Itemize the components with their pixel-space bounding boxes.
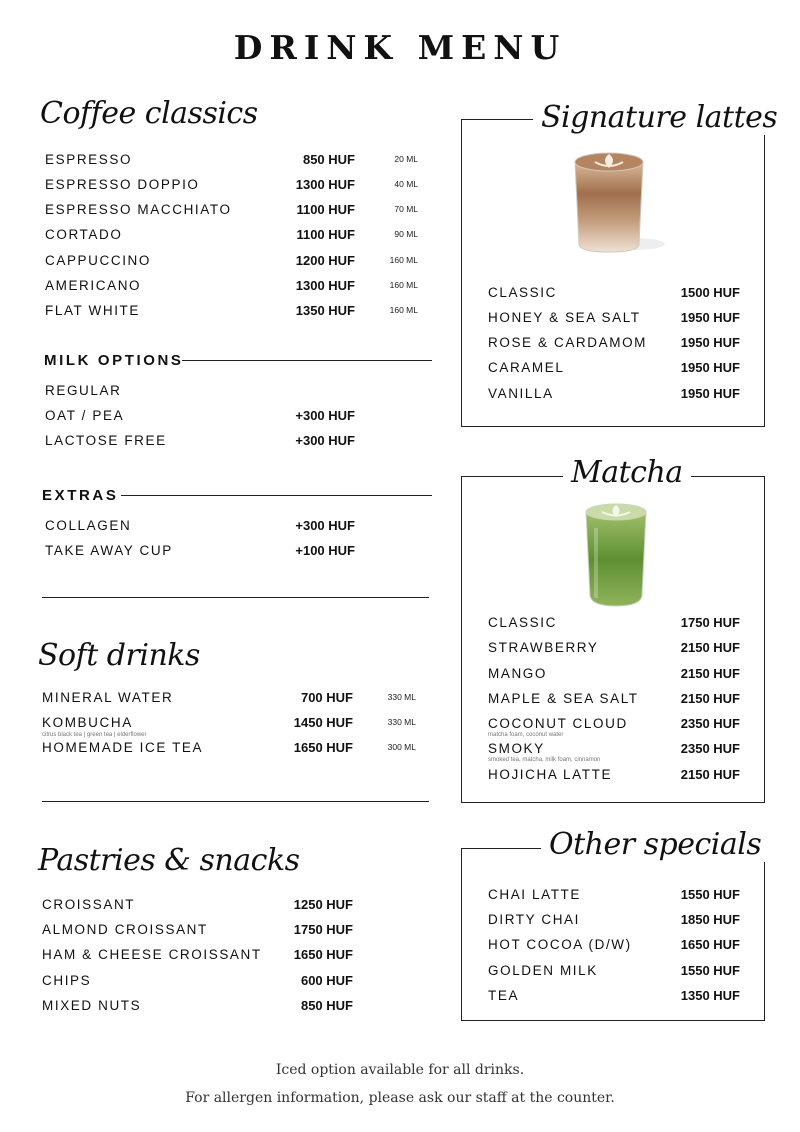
coffee-classics-heading: Coffee classics: [40, 96, 258, 131]
menu-item-price: 1950 HUF: [680, 360, 740, 375]
menu-item-name: REGULAR: [45, 383, 122, 398]
menu-item-price: 1950 HUF: [680, 335, 740, 350]
divider: [121, 495, 432, 496]
menu-item-price: 1650 HUF: [293, 740, 353, 755]
menu-item-name: ESPRESSO MACCHIATO: [45, 202, 232, 217]
menu-item-price: 1950 HUF: [680, 310, 740, 325]
matcha-glass-icon: [580, 498, 652, 610]
menu-item-name: FLAT WHITE: [45, 303, 141, 318]
menu-item-price: 1100 HUF: [296, 227, 355, 242]
matcha-heading: Matcha: [563, 455, 691, 490]
menu-item-price: 2350 HUF: [680, 716, 740, 731]
divider: [182, 360, 432, 361]
menu-item-name: GOLDEN MILK: [488, 963, 598, 978]
pastries-heading: Pastries & snacks: [38, 843, 300, 878]
menu-item-name: TAKE AWAY CUP: [45, 543, 173, 558]
menu-item-volume: 160 ML: [389, 305, 418, 315]
extras-heading: EXTRAS: [42, 487, 119, 504]
menu-item-name: CROISSANT: [42, 897, 136, 912]
menu-item-price: 1300 HUF: [295, 177, 355, 192]
menu-item-name: ALMOND CROISSANT: [42, 922, 208, 937]
menu-item-name: CAPPUCCINO: [45, 253, 152, 268]
menu-item-name: CARAMEL: [488, 360, 565, 375]
menu-item-description: citrus black tea | green tea | elderflower: [42, 732, 147, 738]
menu-item-volume: 160 ML: [389, 255, 418, 265]
menu-item-price: 1250 HUF: [293, 897, 353, 912]
menu-item-price: 1550 HUF: [680, 963, 740, 978]
divider: [42, 597, 429, 598]
milk-options-heading: MILK OPTIONS: [44, 352, 184, 369]
menu-item-name: TEA: [488, 988, 520, 1003]
menu-item-description: matcha foam, coconut water: [488, 732, 564, 738]
signature-lattes-heading: Signature lattes: [533, 100, 785, 135]
menu-item-price: 2350 HUF: [680, 741, 740, 756]
menu-item-name: COLLAGEN: [45, 518, 132, 533]
menu-item-name: CORTADO: [45, 227, 123, 242]
menu-item-price: 1300 HUF: [295, 278, 355, 293]
menu-item-volume: 330 ML: [387, 717, 416, 727]
menu-item-price: 1650 HUF: [680, 937, 740, 952]
menu-item-name: COCONUT CLOUD: [488, 716, 628, 731]
menu-item-price: +300 HUF: [295, 433, 355, 448]
menu-item-volume: 20 ML: [394, 154, 418, 164]
menu-item-price: 700 HUF: [300, 690, 353, 705]
menu-item-price: 2150 HUF: [680, 640, 740, 655]
menu-title: DRINK MENU: [233, 28, 567, 67]
menu-item-price: +300 HUF: [295, 408, 355, 423]
menu-item-price: 1350 HUF: [295, 303, 355, 318]
menu-item-price: 1550 HUF: [680, 887, 740, 902]
menu-item-name: CHAI LATTE: [488, 887, 582, 902]
menu-item-description: smoked tea, matcha, milk foam, cinnamon: [488, 757, 601, 763]
latte-glass-icon: [565, 148, 675, 260]
menu-item-price: 1500 HUF: [680, 285, 740, 300]
menu-item-price: 2150 HUF: [680, 666, 740, 681]
menu-item-price: 600 HUF: [300, 973, 353, 988]
menu-item-name: HAM & CHEESE CROISSANT: [42, 947, 262, 962]
menu-item-price: 1200 HUF: [295, 253, 355, 268]
menu-item-name: CHIPS: [42, 973, 92, 988]
menu-item-name: OAT / PEA: [45, 408, 125, 423]
menu-item-price: 1850 HUF: [680, 912, 740, 927]
menu-item-name: AMERICANO: [45, 278, 142, 293]
menu-item-name: ROSE & CARDAMOM: [488, 335, 648, 350]
menu-item-name: VANILLA: [488, 386, 554, 401]
footer-note-allergen: For allergen information, please ask our staff at the counter.: [185, 1090, 615, 1106]
menu-item-price: 2150 HUF: [680, 767, 740, 782]
menu-item-name: MANGO: [488, 666, 548, 681]
menu-item-price: 850 HUF: [300, 998, 353, 1013]
menu-item-price: 1750 HUF: [680, 615, 740, 630]
menu-item-name: MAPLE & SEA SALT: [488, 691, 639, 706]
menu-item-name: ESPRESSO: [45, 152, 133, 167]
menu-item-volume: 40 ML: [394, 179, 418, 189]
menu-item-price: 2150 HUF: [680, 691, 740, 706]
menu-item-price: 1350 HUF: [680, 988, 740, 1003]
menu-item-name: MINERAL WATER: [42, 690, 174, 705]
menu-item-volume: 160 ML: [389, 280, 418, 290]
menu-item-name: HOT COCOA (D/W): [488, 937, 632, 952]
menu-item-price: +300 HUF: [295, 518, 355, 533]
menu-item-name: CLASSIC: [488, 615, 557, 630]
menu-item-volume: 90 ML: [394, 229, 418, 239]
footer-note-iced: Iced option available for all drinks.: [275, 1062, 525, 1078]
menu-item-name: HOMEMADE ICE TEA: [42, 740, 204, 755]
menu-item-name: STRAWBERRY: [488, 640, 599, 655]
menu-item-price: 1950 HUF: [680, 386, 740, 401]
menu-item-volume: 300 ML: [387, 742, 416, 752]
menu-item-name: SMOKY: [488, 741, 545, 756]
divider: [42, 801, 429, 802]
menu-item-price: 1100 HUF: [296, 202, 355, 217]
menu-item-name: DIRTY CHAI: [488, 912, 581, 927]
menu-item-price: +100 HUF: [295, 543, 355, 558]
menu-item-name: MIXED NUTS: [42, 998, 142, 1013]
menu-item-volume: 70 ML: [394, 204, 418, 214]
menu-item-name: LACTOSE FREE: [45, 433, 167, 448]
menu-item-price: 850 HUF: [302, 152, 355, 167]
menu-item-price: 1650 HUF: [293, 947, 353, 962]
menu-item-name: CLASSIC: [488, 285, 557, 300]
soft-drinks-heading: Soft drinks: [38, 638, 200, 673]
menu-item-name: HONEY & SEA SALT: [488, 310, 641, 325]
menu-item-name: HOJICHA LATTE: [488, 767, 613, 782]
menu-item-name: KOMBUCHA: [42, 715, 133, 730]
menu-item-name: ESPRESSO DOPPIO: [45, 177, 200, 192]
other-specials-heading: Other specials: [541, 827, 769, 862]
menu-item-price: 1750 HUF: [293, 922, 353, 937]
menu-item-price: 1450 HUF: [293, 715, 353, 730]
menu-item-volume: 330 ML: [387, 692, 416, 702]
